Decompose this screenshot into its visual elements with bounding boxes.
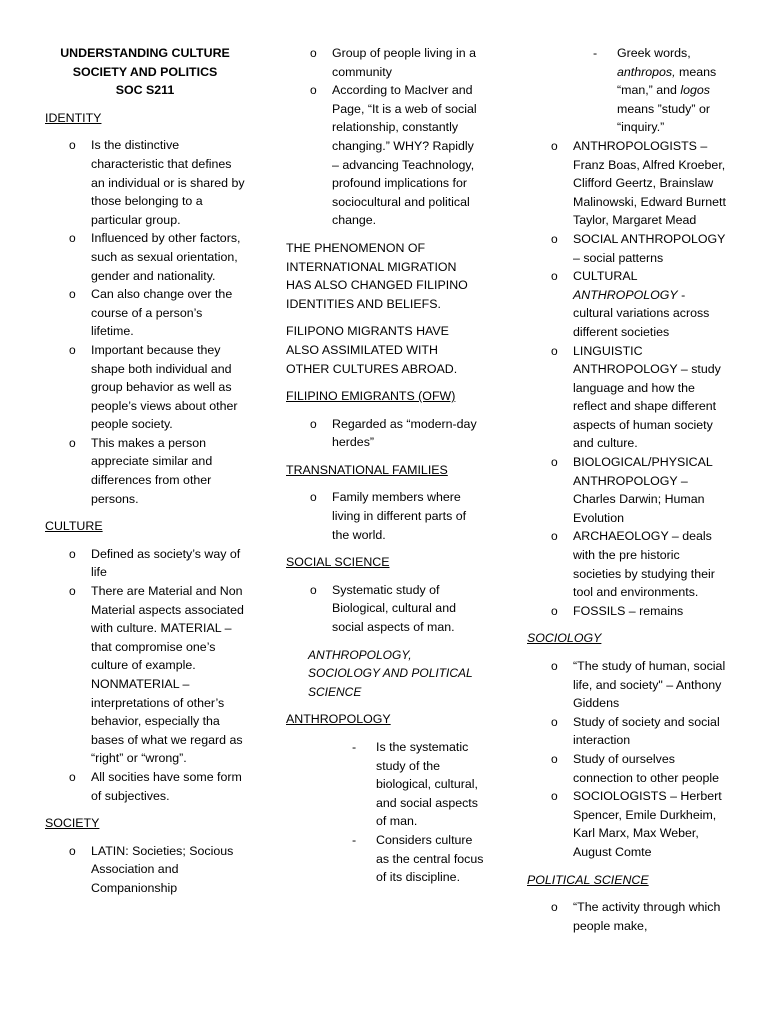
transnational-heading: TRANSNATIONAL FAMILIES [286, 462, 448, 477]
bullet-icon: o [310, 582, 317, 597]
culture-heading: CULTURE [45, 519, 103, 534]
bullet-icon: o [69, 769, 76, 784]
bullet-icon: o [310, 46, 317, 60]
bullet-icon: o [551, 455, 558, 470]
list-item: o According to MacIver and Page, “It is a web of social relationship, constantly changing.” WHY? Rapidly – advancing Teachnology, profound implications for sociocultural and political change. [310, 83, 477, 228]
list-item: o SOCIAL ANTHROPOLOGY – social patterns [551, 231, 726, 265]
bullet-icon: o [551, 603, 558, 618]
bullet-icon: o [310, 490, 317, 505]
dash-icon: - [352, 832, 357, 847]
list-item: o CULTURAL ANTHROPOLOGY - cultural variations across different societies [551, 269, 710, 339]
bullet-icon: o [69, 231, 76, 246]
list-item: o LINGUISTIC ANTHROPOLOGY – study language and how the reflect and shape different aspects of human society and culture. [551, 343, 721, 451]
society-list-part-2 [310, 44, 482, 230]
doc-title-line-2: SOCIETY AND POLITICS [72, 64, 218, 79]
bullet-icon: o [551, 343, 558, 358]
list-item: o Is the distinctive characteristic that defines an individual or is shared by those belonging to a particular group. [69, 138, 245, 227]
anthropology-heading: ANTHROPOLOGY [286, 712, 391, 727]
bullet-icon: o [310, 416, 317, 431]
society-heading: SOCIETY [45, 816, 100, 831]
bullet-icon: o [551, 138, 558, 153]
migration-statement: THE PHENOMENON OF INTERNATIONAL MIGRATION HAS ALSO CHANGED FILIPINO IDENTITIES AND BELIEFS. [286, 240, 468, 311]
column-1 [45, 44, 245, 898]
society-list-part-1 [69, 842, 245, 898]
bullet-icon: o [69, 435, 76, 450]
anthropology-dash-list [352, 738, 486, 887]
list-item: - Greek words, anthropos, means “man,” and logos means ”study” or “inquiry.” [593, 46, 717, 135]
political-science-heading: POLITICAL SCIENCE [527, 872, 649, 887]
anthropology-greek-list [593, 44, 727, 137]
bullet-icon: o [551, 900, 558, 915]
list-item: o Can also change over the course of a person’s lifetime. [69, 287, 233, 339]
list-item: o ANTHROPOLOGISTS – Franz Boas, Alfred Kroeber, Clifford Geertz, Brainslaw Malinowski, Edward Burnett Taylor, Margaret Mead [551, 138, 726, 228]
emigrants-list [310, 415, 482, 452]
bullet-icon: o [69, 584, 76, 599]
dash-icon: - [352, 740, 357, 754]
list-item: o This makes a person appreciate similar and differences from other persons. [69, 435, 213, 506]
list-item: o Group of people living in a community [310, 46, 476, 79]
identity-heading: IDENTITY [45, 110, 102, 125]
list-item: o “The study of human, social life, and society" – Anthony Giddens [551, 659, 726, 711]
doc-title-line-3: SOC S211 [115, 83, 175, 98]
list-item: o All socities have some form of subjectives. [69, 769, 242, 803]
bullet-icon: o [551, 529, 558, 544]
bullet-icon: o [551, 714, 558, 729]
anthropology-list [551, 137, 727, 620]
social-science-disciplines: ANTHROPOLOGY, SOCIOLOGY AND POLITICAL SCIENCE [308, 647, 473, 699]
culture-list [69, 545, 245, 805]
list-item: o Influenced by other factors, such as sexual orientation, gender and nationality. [69, 231, 241, 283]
list-item: o Systematic study of Biological, cultural and social aspects of man. [310, 582, 456, 635]
list-item: o Defined as society’s way of life [69, 546, 241, 580]
bullet-icon: o [69, 342, 76, 357]
sociology-heading: SOCIOLOGY [527, 631, 602, 646]
social-science-heading: SOCIAL SCIENCE [286, 555, 390, 570]
bullet-icon: o [551, 789, 558, 804]
list-item: o Important because they shape both individual and group behavior as well as people’s views about other people society. [69, 342, 238, 432]
political-science-list [551, 898, 727, 935]
bullet-icon: o [551, 231, 558, 246]
list-item: o Regarded as “modern-day herdes” [310, 416, 477, 450]
list-item: o FOSSILS – remains [573, 602, 727, 621]
migration-statement: FILIPONO MIGRANTS HAVE ALSO ASSIMILATED WITH OTHER CULTURES ABROAD. [286, 324, 458, 376]
list-item: o Study of society and social interaction [551, 714, 720, 748]
bullet-icon: o [551, 659, 558, 673]
list-item: o BIOLOGICAL/PHYSICAL ANTHROPOLOGY – Charles Darwin; Human Evolution [551, 455, 713, 525]
list-item: o LATIN: Societies; Socious Association and Companionship [69, 843, 234, 895]
bullet-icon: o [69, 287, 76, 302]
list-item: o Study of ourselves connection to other people [551, 751, 720, 785]
column-3 [527, 44, 727, 935]
list-item: o There are Material and Non Material aspects associated with culture. MATERIAL – that compromise one’s culture of example. NONMATERIAL – interpretations of other’s behavior, especially tha bases of what we regard as “right” or “wrong”. [69, 584, 244, 766]
bullet-icon: o [551, 269, 558, 284]
sociology-list [551, 657, 727, 862]
column-2 [286, 44, 482, 887]
social-science-list [310, 581, 482, 637]
list-item: o ARCHAEOLOGY – deals with the pre historic societies by studying their tool and environments. [551, 529, 715, 600]
transnational-list [310, 488, 482, 544]
bullet-icon: o [69, 546, 76, 561]
list-item: o SOCIOLOGISTS – Herbert Spencer, Emile Durkheim, Karl Marx, Max Weber, August Comte [551, 789, 722, 859]
bullet-icon: o [69, 843, 76, 858]
bullet-icon: o [551, 751, 558, 766]
list-item: o Family members where living in different parts of the world. [310, 490, 467, 542]
list-item: - Is the systematic study of the biological, cultural, and social aspects of man. [352, 740, 478, 829]
doc-title-line-1: UNDERSTANDING CULTURE [60, 46, 230, 60]
bullet-icon: o [69, 138, 76, 153]
emigrants-heading: FILIPINO EMIGRANTS (OFW) [286, 389, 456, 404]
dash-icon: - [593, 46, 598, 60]
bullet-icon: o [310, 83, 317, 98]
list-item: o “The activity through which people make, [551, 900, 721, 933]
list-item: - Considers culture as the central focus of its discipline. [352, 832, 484, 885]
identity-list [69, 136, 245, 508]
